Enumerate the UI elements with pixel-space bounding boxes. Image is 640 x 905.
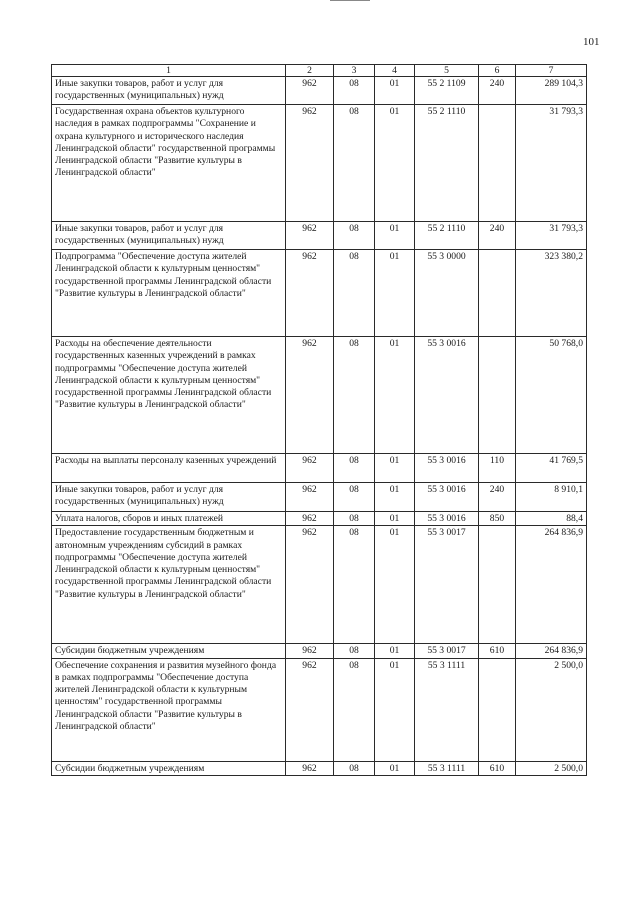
expense-type-code	[479, 250, 516, 337]
table-row	[52, 105, 587, 222]
column-header: 3	[334, 65, 375, 77]
amount: 31 793,3	[516, 222, 587, 250]
row-description: Иные закупки товаров, работ и услуг для государственных (муниципальных) нужд	[52, 77, 286, 105]
expense-type-code: 850	[479, 512, 516, 526]
subsection-code: 01	[375, 483, 415, 512]
row-description: Обеспечение сохранения и развития музейного фонда в рамках подпрограммы "Обеспечение доступа жителей Ленинградской области к культурным ценностям" государственной программы Ленинградской области "Развитие культуры в Ленинградской области"	[52, 658, 286, 761]
ministry-code: 962	[286, 222, 334, 250]
amount: 264 836,9	[516, 644, 587, 658]
section-code: 08	[334, 658, 375, 761]
expense-type-code	[479, 337, 516, 454]
subsection-code: 01	[375, 761, 415, 775]
target-article-code: 55 3 0016	[415, 454, 479, 483]
ministry-code: 962	[286, 105, 334, 222]
expense-type-code: 240	[479, 222, 516, 250]
expense-type-code	[479, 658, 516, 761]
table-row	[52, 250, 587, 337]
table-row	[52, 483, 587, 512]
section-code: 08	[334, 526, 375, 644]
section-code: 08	[334, 483, 375, 512]
table-row	[52, 658, 587, 761]
section-code: 08	[334, 105, 375, 222]
target-article-code: 55 3 0017	[415, 526, 479, 644]
target-article-code: 55 3 0016	[415, 512, 479, 526]
row-description: Расходы на обеспечение деятельности государственных казенных учреждений в рамках подпрограммы "Обеспечение доступа жителей Ленинградской области к культурным ценностям" государственной программы Ленинградской области "Развитие культуры в Ленинградской области"	[52, 337, 286, 454]
ministry-code: 962	[286, 644, 334, 658]
row-description: Предоставление государственным бюджетным и автономным учреждениям субсидий в рамках подпрограммы "Обеспечение доступа жителей Ленинградской области к культурным ценностям" государственной программы Ленинградской области "Развитие культуры в Ленинградской области"	[52, 526, 286, 644]
row-description: Субсидии бюджетным учреждениям	[52, 761, 286, 775]
subsection-code: 01	[375, 77, 415, 105]
expense-type-code: 610	[479, 644, 516, 658]
table-row	[52, 454, 587, 483]
expense-type-code: 240	[479, 77, 516, 105]
expense-type-code	[479, 105, 516, 222]
table-row	[52, 337, 587, 454]
amount: 2 500,0	[516, 761, 587, 775]
subsection-code: 01	[375, 222, 415, 250]
ministry-code: 962	[286, 77, 334, 105]
target-article-code: 55 2 1109	[415, 77, 479, 105]
expense-type-code: 110	[479, 454, 516, 483]
target-article-code: 55 3 0000	[415, 250, 479, 337]
target-article-code: 55 3 0016	[415, 483, 479, 512]
amount: 264 836,9	[516, 526, 587, 644]
amount: 31 793,3	[516, 105, 587, 222]
scan-artifact	[330, 0, 370, 1]
target-article-code: 55 3 0016	[415, 337, 479, 454]
table-row	[52, 77, 587, 105]
amount: 289 104,3	[516, 77, 587, 105]
target-article-code: 55 3 1111	[415, 761, 479, 775]
ministry-code: 962	[286, 658, 334, 761]
ministry-code: 962	[286, 483, 334, 512]
row-description: Расходы на выплаты персоналу казенных учреждений	[52, 454, 286, 483]
budget-table	[51, 64, 587, 776]
row-description: Уплата налогов, сборов и иных платежей	[52, 512, 286, 526]
subsection-code: 01	[375, 250, 415, 337]
row-description: Субсидии бюджетным учреждениям	[52, 644, 286, 658]
section-code: 08	[334, 250, 375, 337]
subsection-code: 01	[375, 526, 415, 644]
column-header: 4	[375, 65, 415, 77]
table-row	[52, 526, 587, 644]
column-header: 6	[479, 65, 516, 77]
target-article-code: 55 2 1110	[415, 222, 479, 250]
ministry-code: 962	[286, 337, 334, 454]
column-header: 5	[415, 65, 479, 77]
target-article-code: 55 3 1111	[415, 658, 479, 761]
column-header: 2	[286, 65, 334, 77]
subsection-code: 01	[375, 337, 415, 454]
page-number: 101	[583, 36, 600, 48]
section-code: 08	[334, 761, 375, 775]
amount: 8 910,1	[516, 483, 587, 512]
ministry-code: 962	[286, 512, 334, 526]
amount: 2 500,0	[516, 658, 587, 761]
expense-type-code	[479, 526, 516, 644]
subsection-code: 01	[375, 658, 415, 761]
table-row	[52, 222, 587, 250]
row-description: Иные закупки товаров, работ и услуг для государственных (муниципальных) нужд	[52, 222, 286, 250]
amount: 50 768,0	[516, 337, 587, 454]
ministry-code: 962	[286, 454, 334, 483]
section-code: 08	[334, 222, 375, 250]
section-code: 08	[334, 454, 375, 483]
table-row	[52, 512, 587, 526]
table-row	[52, 644, 587, 658]
section-code: 08	[334, 512, 375, 526]
column-header: 1	[52, 65, 286, 77]
row-description: Подпрограмма "Обеспечение доступа жителей Ленинградской области к культурным ценностям" государственной программы Ленинградской области "Развитие культуры в Ленинградской области"	[52, 250, 286, 337]
expense-type-code: 240	[479, 483, 516, 512]
ministry-code: 962	[286, 526, 334, 644]
ministry-code: 962	[286, 761, 334, 775]
table-header-row	[52, 65, 587, 77]
amount: 41 769,5	[516, 454, 587, 483]
expense-type-code: 610	[479, 761, 516, 775]
section-code: 08	[334, 644, 375, 658]
target-article-code: 55 2 1110	[415, 105, 479, 222]
row-description: Иные закупки товаров, работ и услуг для государственных (муниципальных) нужд	[52, 483, 286, 512]
section-code: 08	[334, 337, 375, 454]
row-description: Государственная охрана объектов культурного наследия в рамках подпрограммы "Сохранение и охрана культурного и исторического наследия Ленинградской области" государственной программы Ленинградской области "Развитие культуры в Ленинградской области"	[52, 105, 286, 222]
subsection-code: 01	[375, 105, 415, 222]
subsection-code: 01	[375, 454, 415, 483]
subsection-code: 01	[375, 644, 415, 658]
table-row	[52, 761, 587, 775]
target-article-code: 55 3 0017	[415, 644, 479, 658]
amount: 88,4	[516, 512, 587, 526]
ministry-code: 962	[286, 250, 334, 337]
amount: 323 380,2	[516, 250, 587, 337]
section-code: 08	[334, 77, 375, 105]
subsection-code: 01	[375, 512, 415, 526]
column-header: 7	[516, 65, 587, 77]
